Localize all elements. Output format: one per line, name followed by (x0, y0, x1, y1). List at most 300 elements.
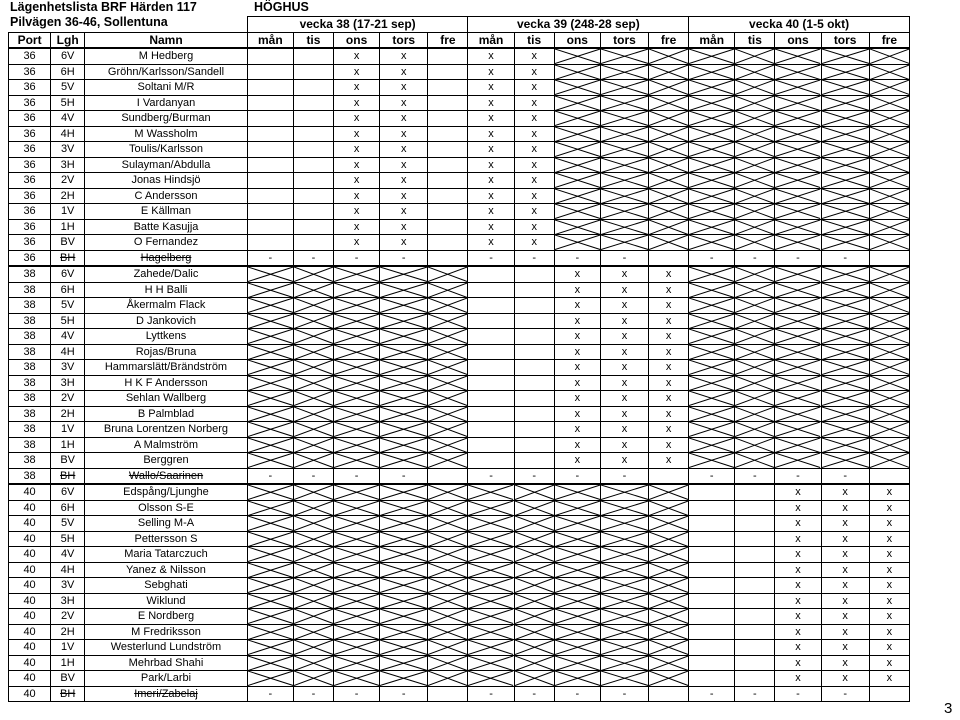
cross-out-icon (601, 204, 648, 219)
schedule-cell (468, 624, 514, 640)
schedule-cell (689, 173, 735, 189)
schedule-cell: - (293, 468, 333, 484)
schedule-cell (735, 219, 775, 235)
schedule-cell (735, 126, 775, 142)
table-row (9, 250, 910, 266)
cross-out-icon (428, 329, 467, 344)
cross-out-icon (689, 329, 734, 344)
schedule-cell (735, 95, 775, 111)
schedule-cell: x (869, 609, 909, 625)
table-row (9, 453, 910, 469)
cross-out-icon (870, 80, 909, 95)
cross-out-icon (775, 283, 820, 298)
schedule-cell (334, 531, 380, 547)
schedule-cell (247, 578, 293, 594)
schedule-cell (821, 437, 869, 453)
port-cell: 38 (9, 329, 51, 345)
name-cell: D Jankovich (85, 313, 248, 329)
schedule-cell (293, 126, 333, 142)
lgh-cell: 2V (51, 391, 85, 407)
cross-out-icon (689, 360, 734, 375)
schedule-cell (821, 173, 869, 189)
table-row (9, 500, 910, 516)
schedule-cell (514, 609, 554, 625)
cross-out-icon (468, 485, 513, 500)
schedule-cell (428, 578, 468, 594)
schedule-cell (735, 547, 775, 563)
name-cell: Westerlund Lundström (85, 640, 248, 656)
lgh-cell: 5H (51, 531, 85, 547)
schedule-cell (428, 64, 468, 80)
schedule-cell (514, 624, 554, 640)
schedule-cell (468, 313, 514, 329)
schedule-cell: x (334, 48, 380, 64)
schedule-cell (428, 188, 468, 204)
cross-out-icon (822, 298, 869, 313)
table-row (9, 375, 910, 391)
schedule-cell (869, 219, 909, 235)
cross-out-icon (689, 189, 734, 204)
schedule-cell: x (600, 313, 648, 329)
schedule-cell (689, 64, 735, 80)
schedule-cell: - (735, 250, 775, 266)
schedule-cell: x (821, 624, 869, 640)
schedule-cell: x (775, 531, 821, 547)
schedule-cell (735, 266, 775, 282)
cross-out-icon (870, 220, 909, 235)
schedule-cell: x (334, 235, 380, 251)
schedule-cell (649, 609, 689, 625)
cross-out-icon (248, 376, 293, 391)
schedule-cell (468, 344, 514, 360)
schedule-cell: x (468, 126, 514, 142)
cross-out-icon (735, 173, 774, 188)
cross-out-icon (775, 345, 820, 360)
schedule-cell (735, 531, 775, 547)
name-cell: Sulayman/Abdulla (85, 157, 248, 173)
lgh-cell: 2H (51, 624, 85, 640)
schedule-cell (428, 173, 468, 189)
schedule-cell: x (869, 547, 909, 563)
cross-out-icon (689, 173, 734, 188)
schedule-cell (247, 298, 293, 314)
table-row (9, 360, 910, 376)
cross-out-icon (775, 49, 820, 64)
cross-out-icon (294, 532, 333, 547)
schedule-cell (293, 671, 333, 687)
cross-out-icon (735, 49, 774, 64)
cross-out-icon (735, 111, 774, 126)
schedule-cell: x (554, 391, 600, 407)
schedule-cell: - (334, 468, 380, 484)
day-column-header: tors (380, 32, 428, 48)
schedule-cell (380, 500, 428, 516)
port-cell: 38 (9, 360, 51, 376)
cross-out-icon (735, 267, 774, 282)
cross-out-icon (649, 516, 688, 531)
schedule-cell (293, 593, 333, 609)
schedule-cell: - (735, 468, 775, 484)
cross-out-icon (334, 516, 379, 531)
name-cell: C Andersson (85, 188, 248, 204)
cross-out-icon (248, 532, 293, 547)
schedule-cell (247, 219, 293, 235)
schedule-cell (735, 80, 775, 96)
schedule-cell (600, 48, 648, 64)
cross-out-icon (689, 142, 734, 157)
cross-out-icon (380, 376, 427, 391)
schedule-cell (247, 422, 293, 438)
schedule-cell: x (775, 484, 821, 500)
cross-out-icon (334, 329, 379, 344)
cross-out-icon (775, 422, 820, 437)
name-cell: M Wassholm (85, 126, 248, 142)
schedule-cell (247, 282, 293, 298)
schedule-cell (689, 547, 735, 563)
cross-out-icon (775, 173, 820, 188)
schedule-cell: x (468, 80, 514, 96)
cross-out-icon (689, 314, 734, 329)
schedule-cell (554, 188, 600, 204)
port-cell: 38 (9, 313, 51, 329)
schedule-cell: - (554, 250, 600, 266)
schedule-cell (775, 219, 821, 235)
schedule-cell (775, 126, 821, 142)
name-cell: Pettersson S (85, 531, 248, 547)
cross-out-icon (468, 594, 513, 609)
cross-out-icon (822, 329, 869, 344)
cross-out-icon (822, 80, 869, 95)
cross-out-icon (689, 298, 734, 313)
schedule-cell (247, 640, 293, 656)
table-row (9, 344, 910, 360)
lgh-cell: 4H (51, 344, 85, 360)
cross-out-icon (822, 189, 869, 204)
cross-out-icon (555, 158, 600, 173)
port-cell: 36 (9, 173, 51, 189)
schedule-cell: x (869, 671, 909, 687)
schedule-cell (649, 111, 689, 127)
schedule-cell: x (554, 453, 600, 469)
name-cell: H K F Andersson (85, 375, 248, 391)
cross-out-icon (248, 283, 293, 298)
schedule-cell (821, 298, 869, 314)
schedule-cell (514, 640, 554, 656)
cross-out-icon (380, 501, 427, 516)
schedule-cell (869, 126, 909, 142)
cross-out-icon (294, 298, 333, 313)
table-row (9, 282, 910, 298)
schedule-cell: x (775, 516, 821, 532)
schedule-cell (689, 391, 735, 407)
schedule-cell: x (869, 500, 909, 516)
schedule-cell (468, 360, 514, 376)
lgh-cell: 3V (51, 360, 85, 376)
name-cell: Sehlan Wallberg (85, 391, 248, 407)
schedule-cell: x (649, 406, 689, 422)
schedule-cell: x (869, 593, 909, 609)
cross-out-icon (248, 345, 293, 360)
schedule-cell: x (821, 500, 869, 516)
lgh-cell: 3V (51, 578, 85, 594)
schedule-cell: x (821, 547, 869, 563)
cross-out-icon (380, 563, 427, 578)
port-cell: 38 (9, 453, 51, 469)
cross-out-icon (735, 96, 774, 111)
cross-out-icon (649, 656, 688, 671)
schedule-cell (468, 298, 514, 314)
schedule-cell (554, 142, 600, 158)
cross-out-icon (334, 298, 379, 313)
cross-out-icon (294, 329, 333, 344)
cross-out-icon (601, 142, 648, 157)
schedule-cell: - (247, 250, 293, 266)
cross-out-icon (870, 49, 909, 64)
schedule-cell (775, 282, 821, 298)
cross-out-icon (649, 158, 688, 173)
port-cell: 36 (9, 80, 51, 96)
schedule-cell (775, 406, 821, 422)
schedule-cell (689, 516, 735, 532)
schedule-cell (649, 562, 689, 578)
lgh-cell: BV (51, 671, 85, 687)
schedule-cell: x (380, 111, 428, 127)
schedule-cell (380, 422, 428, 438)
cross-out-icon (248, 329, 293, 344)
schedule-cell: x (468, 64, 514, 80)
schedule-cell (735, 329, 775, 345)
lgh-cell: 1H (51, 655, 85, 671)
cross-out-icon (822, 220, 869, 235)
cross-out-icon (689, 96, 734, 111)
schedule-cell (735, 640, 775, 656)
schedule-cell (428, 453, 468, 469)
schedule-cell (649, 500, 689, 516)
schedule-cell (649, 671, 689, 687)
schedule-cell (468, 593, 514, 609)
schedule-cell: x (869, 640, 909, 656)
port-cell: 40 (9, 671, 51, 687)
cross-out-icon (380, 422, 427, 437)
cross-out-icon (870, 142, 909, 157)
cross-out-icon (380, 345, 427, 360)
cross-out-icon (822, 235, 869, 250)
cross-out-icon (822, 360, 869, 375)
cross-out-icon (775, 267, 820, 282)
schedule-cell (554, 578, 600, 594)
schedule-cell (821, 453, 869, 469)
schedule-cell (428, 655, 468, 671)
name-cell: B Palmblad (85, 406, 248, 422)
name-cell: Lyttkens (85, 329, 248, 345)
cross-out-icon (735, 438, 774, 453)
table-row (9, 157, 910, 173)
lgh-cell: 2V (51, 609, 85, 625)
cross-out-icon (649, 173, 688, 188)
schedule-cell (514, 484, 554, 500)
schedule-cell (649, 142, 689, 158)
schedule-cell (869, 64, 909, 80)
cross-out-icon (428, 671, 467, 686)
schedule-cell (428, 422, 468, 438)
schedule-cell: x (468, 48, 514, 64)
schedule-cell (821, 266, 869, 282)
schedule-cell: x (869, 655, 909, 671)
cross-out-icon (775, 127, 820, 142)
table-row (9, 406, 910, 422)
lgh-cell: BV (51, 453, 85, 469)
schedule-cell (600, 173, 648, 189)
cross-out-icon (870, 267, 909, 282)
table-row (9, 142, 910, 158)
name-cell: Wallo/Saarinen (85, 468, 248, 484)
schedule-cell: x (514, 64, 554, 80)
schedule-cell (554, 235, 600, 251)
cross-out-icon (294, 563, 333, 578)
schedule-cell: - (600, 686, 648, 702)
cross-out-icon (468, 532, 513, 547)
cross-out-icon (689, 376, 734, 391)
port-cell: 36 (9, 142, 51, 158)
cross-out-icon (248, 407, 293, 422)
schedule-cell: - (514, 468, 554, 484)
schedule-cell (735, 235, 775, 251)
day-column-header: fre (428, 32, 468, 48)
name-cell: M Hedberg (85, 48, 248, 64)
cross-out-icon (515, 609, 554, 624)
schedule-cell (380, 516, 428, 532)
schedule-cell: x (600, 282, 648, 298)
cross-out-icon (248, 563, 293, 578)
schedule-cell (468, 391, 514, 407)
schedule-cell (869, 157, 909, 173)
schedule-cell (380, 671, 428, 687)
schedule-cell (649, 468, 689, 484)
schedule-cell: - (514, 686, 554, 702)
schedule-cell (334, 453, 380, 469)
lgh-cell: 4H (51, 562, 85, 578)
cross-out-icon (735, 142, 774, 157)
schedule-cell (247, 126, 293, 142)
table-row (9, 173, 910, 189)
cross-out-icon (822, 407, 869, 422)
schedule-cell: x (600, 298, 648, 314)
schedule-cell (247, 375, 293, 391)
schedule-cell (869, 468, 909, 484)
schedule-cell (821, 157, 869, 173)
schedule-cell (428, 437, 468, 453)
schedule-cell (649, 250, 689, 266)
schedule-cell (554, 516, 600, 532)
schedule-cell (293, 173, 333, 189)
cross-out-icon (294, 516, 333, 531)
lgh-cell: 4V (51, 111, 85, 127)
table-row (9, 593, 910, 609)
cross-out-icon (822, 438, 869, 453)
cross-out-icon (428, 298, 467, 313)
schedule-cell (468, 547, 514, 563)
port-cell: 40 (9, 562, 51, 578)
cross-out-icon (689, 158, 734, 173)
schedule-cell (821, 282, 869, 298)
schedule-cell (735, 437, 775, 453)
schedule-cell (334, 329, 380, 345)
schedule-cell (468, 655, 514, 671)
cross-out-icon (775, 189, 820, 204)
schedule-table (8, 16, 910, 702)
cross-out-icon (775, 220, 820, 235)
cross-out-icon (822, 173, 869, 188)
schedule-cell (428, 686, 468, 702)
cross-out-icon (870, 360, 909, 375)
cross-out-icon (735, 298, 774, 313)
port-cell: 36 (9, 48, 51, 64)
cross-out-icon (248, 360, 293, 375)
schedule-cell (649, 640, 689, 656)
cross-out-icon (822, 142, 869, 157)
day-column-header: ons (554, 32, 600, 48)
port-cell: 40 (9, 655, 51, 671)
name-cell: E Källman (85, 204, 248, 220)
schedule-cell (869, 173, 909, 189)
schedule-cell (775, 64, 821, 80)
port-cell: 40 (9, 500, 51, 516)
schedule-cell (428, 250, 468, 266)
schedule-cell (380, 313, 428, 329)
schedule-cell: x (468, 157, 514, 173)
schedule-cell (775, 235, 821, 251)
schedule-cell (334, 562, 380, 578)
schedule-cell (649, 547, 689, 563)
cross-out-icon (294, 267, 333, 282)
cross-out-icon (380, 625, 427, 640)
schedule-cell: x (334, 64, 380, 80)
name-cell: Zahede/Dalic (85, 266, 248, 282)
schedule-cell (689, 593, 735, 609)
schedule-cell (554, 531, 600, 547)
day-column-header: tis (735, 32, 775, 48)
schedule-cell: - (821, 250, 869, 266)
schedule-cell (428, 126, 468, 142)
schedule-cell (334, 344, 380, 360)
schedule-cell: x (468, 204, 514, 220)
schedule-cell (293, 235, 333, 251)
cross-out-icon (334, 267, 379, 282)
cross-out-icon (515, 485, 554, 500)
schedule-cell: x (821, 593, 869, 609)
cross-out-icon (428, 501, 467, 516)
name-cell: Hagelberg (85, 250, 248, 266)
schedule-cell (247, 157, 293, 173)
schedule-cell (247, 593, 293, 609)
cross-out-icon (380, 314, 427, 329)
schedule-cell (600, 562, 648, 578)
schedule-cell (775, 142, 821, 158)
cross-out-icon (334, 345, 379, 360)
cross-out-icon (870, 65, 909, 80)
cross-out-icon (334, 671, 379, 686)
cross-out-icon (775, 376, 820, 391)
table-row (9, 298, 910, 314)
schedule-cell: x (869, 516, 909, 532)
schedule-cell (293, 157, 333, 173)
cross-out-icon (689, 65, 734, 80)
cross-out-icon (649, 501, 688, 516)
cross-out-icon (380, 453, 427, 468)
cross-out-icon (334, 547, 379, 562)
cross-out-icon (870, 283, 909, 298)
cross-out-icon (735, 407, 774, 422)
